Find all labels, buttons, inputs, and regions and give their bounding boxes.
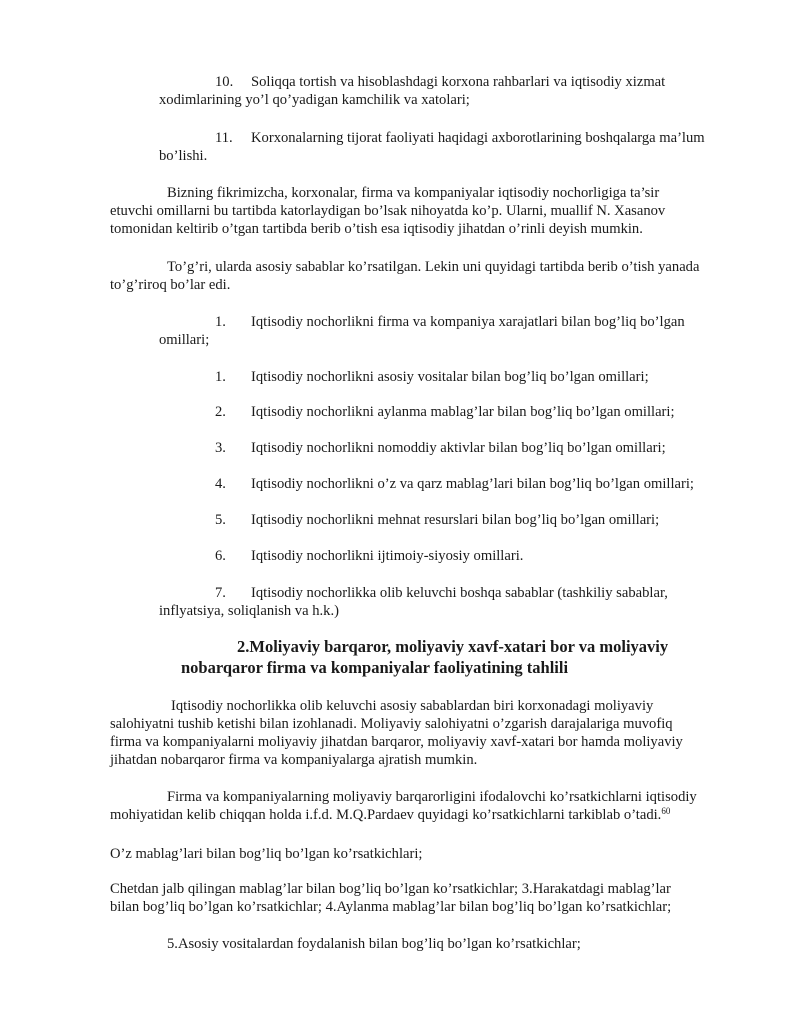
paragraph-line: tomonidan keltirib o’tgan tartibda berib o’tish esa iqtisodiy jihatdan o’rinli deyish mumkin. [110, 221, 643, 237]
list-item [215, 475, 694, 493]
list-item [215, 511, 659, 529]
list-number: 2. [215, 404, 226, 420]
list-item-10-continuation: xodimlarining yo’l qo’yadigan kamchilik va xatolari; [159, 92, 470, 108]
list-item-text: Iqtisodiy nochorlikni firma va kompaniya xarajatlari bilan bog’liq bo’lgan [251, 314, 685, 330]
list-item-text: Iqtisodiy nochorlikni asosiy vositalar bilan bog’liq bo’lgan omillari; [251, 369, 649, 385]
indicator-line: 5.Asosiy vositalardan foydalanish bilan bog’liq bo’lgan ko’rsatkichlar; [167, 936, 581, 952]
list-item-last [215, 584, 668, 602]
list-item-last-continuation: inflyatsiya, soliqlanish va h.k.) [159, 603, 339, 619]
list-number: 10. [215, 74, 234, 90]
list-number: 4. [215, 476, 226, 492]
list-item-text: Iqtisodiy nochorlikni o’z va qarz mablag’lari bilan bog’liq bo’lgan omillari; [251, 476, 694, 492]
list-item-first [215, 313, 685, 331]
footnote-ref: 60 [661, 806, 671, 816]
list-item-11 [215, 129, 744, 147]
list-number: 1. [215, 314, 226, 330]
paragraph-line: Iqtisodiy nochorlikka olib keluvchi asosiy sabablardan biri korxonadagi moliyaviy [171, 698, 654, 714]
paragraph-text: mohiyatidan kelib chiqqan holda i.f.d. M.Q.Pardaev quyidagi ko’rsatkichlarni tarkiblab o’tadi. [110, 807, 662, 823]
indicator-line: O’z mablag’lari bilan bog’liq bo’lgan ko’rsatkichlari; [110, 846, 423, 862]
list-item [215, 439, 666, 457]
list-number: 1. [215, 369, 226, 385]
paragraph-line: firma va kompaniyalarni moliyaviy jihatdan barqaror, moliyaviy xavf-xatari bor hamda moliyaviy [110, 734, 683, 750]
list-item [215, 368, 649, 386]
section-heading-line: 2.Moliyaviy barqaror, moliyaviy xavf-xatari bor va moliyaviy [237, 637, 669, 656]
indicator-line: Chetdan jalb qilingan mablag’lar bilan bog’liq bo’lgan ko’rsatkichlar; 3.Harakatdagi mablag’lar [110, 881, 671, 897]
list-number: 6. [215, 548, 226, 564]
paragraph-line: to’g’riroq bo’lar edi. [110, 277, 231, 293]
list-item-11-continuation: bo’lishi. [159, 148, 208, 164]
list-item-text: Iqtisodiy nochorlikni mehnat resurslari bilan bog’liq bo’lgan omillari; [251, 512, 660, 528]
indicator-line: bilan bog’liq bo’lgan ko’rsatkichlar; 4.Aylanma mablag’lar bilan bog’liq bo’lgan ko’rsatkichlar; [110, 899, 672, 915]
paragraph-line: salohiyatni tushib ketishi bilan izohlanadi. Moliyaviy salohiyatni o’zgarish darajalariga muvofiq [110, 716, 673, 732]
list-item-text: Korxonalarning tijorat faoliyati haqidagi axborotlarining boshqalarga ma’lum [251, 130, 705, 146]
list-item [215, 547, 523, 565]
paragraph-line: Firma va kompaniyalarning moliyaviy barqarorligini ifodalovchi ko’rsatkichlarni iqtisodiy [167, 789, 697, 805]
section-heading-line: nobarqaror firma va kompaniyalar faoliyatining tahlili [181, 658, 569, 677]
paragraph-line: To’g’ri, ularda asosiy sabablar ko’rsatilgan. Lekin uni quyidagi tartibda berib o’tish yanada [167, 259, 700, 275]
paragraph-line: jihatdan nobarqaror firma va kompaniyalarga ajratish mumkin. [110, 752, 478, 768]
list-number: 7. [215, 585, 226, 601]
paragraph-line [110, 806, 670, 824]
list-number: 3. [215, 440, 226, 456]
list-item-text: Iqtisodiy nochorlikni nomoddiy aktivlar bilan bog’liq bo’lgan omillari; [251, 440, 666, 456]
list-item [215, 403, 675, 421]
list-item-first-continuation: omillari; [159, 332, 210, 348]
list-item-text: Iqtisodiy nochorlikni aylanma mablag’lar bilan bog’liq bo’lgan omillari; [251, 404, 675, 420]
list-number: 11. [215, 130, 233, 146]
list-item-text: Soliqqa tortish va hisoblashdagi korxona rahbarlari va iqtisodiy xizmat [251, 74, 666, 90]
list-item-text: Iqtisodiy nochorlikka olib keluvchi boshqa sabablar (tashkiliy sabablar, [251, 585, 668, 601]
section-heading [110, 636, 744, 678]
list-item-10 [215, 73, 744, 91]
list-number: 5. [215, 512, 226, 528]
list-item-text: Iqtisodiy nochorlikni ijtimoiy-siyosiy omillari. [251, 548, 524, 564]
paragraph-line: etuvchi omillarni bu tartibda katorlaydigan bo’lsak nihoyatda ko’p. Ularni, muallif N. Xasanov [110, 203, 666, 219]
paragraph-line: Bizning fikrimizcha, korxonalar, firma va kompaniyalar iqtisodiy nochorligiga ta’sir [167, 185, 660, 201]
